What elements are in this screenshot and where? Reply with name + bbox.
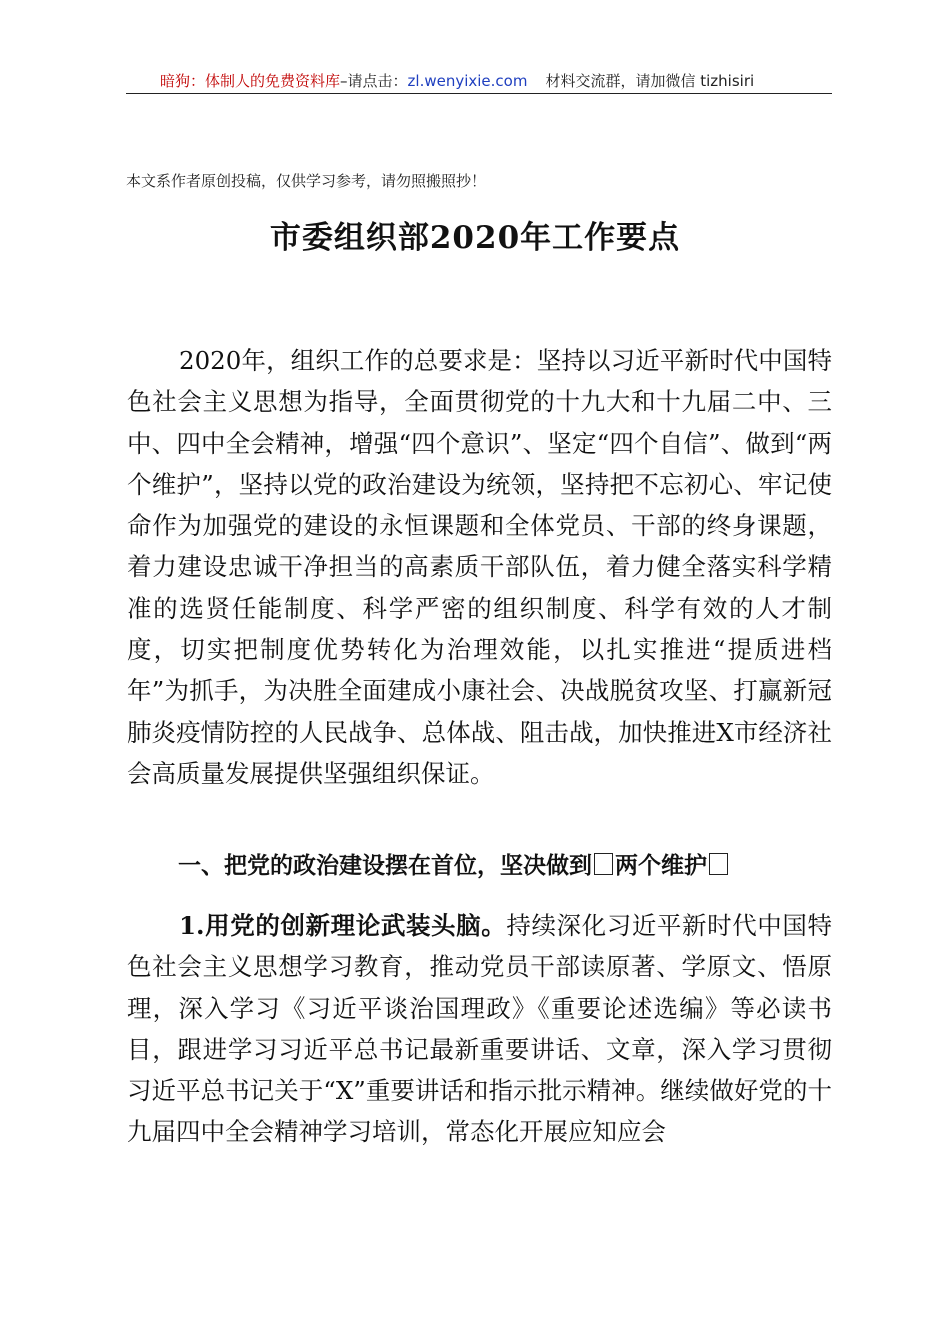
header-contact: 材料交流群，请加微信 tizhisiri bbox=[545, 72, 755, 90]
header-brand: 暗狗：体制人的免费资料库 bbox=[160, 72, 341, 90]
header-prompt: –请点击： bbox=[340, 72, 408, 90]
item-1-paragraph bbox=[127, 905, 832, 1153]
intro-paragraph: 2020年，组织工作的总要求是：坚持以习近平新时代中国特色社会主义思想为指导，全面贯彻党的十九大和十九届二中、三中、四中全会精神，增强“四个意识”、坚定“四个自信”、做到“两个维护”，坚持以党的政治建设为统领，坚持把不忘初心、牢记使命作为加强党的建设的永恒课题和全体党员、干部的终身课题，着力建设忠诚干净担当的高素质干部队伍，着力健全落实科学精准的选贤任能制度、科学严密的组织制度、科学有效的人才制度，切实把制度优势转化为治理效能，以扎实推进“提质进档年”为抓手，为决胜全面建成小康社会、决战脱贫攻坚、打赢新冠肺炎疫情防控的人民战争、总体战、阻击战，加快推进X市经济社会高质量发展提供坚强组织保证。 bbox=[127, 346, 832, 788]
item-1-body: 持续深化习近平新时代中国特色社会主义思想学习教育，推动党员干部读原著、学原文、悟原理，深入学习《习近平谈治国理政》《重要论述选编》等必读书目，跟进学习习近平总书记最新重要讲话、文章，深入学习贯彻习近平总书记关于“X”重要讲话和指示批示精神。继续做好党的十九届四中全会精神学习培训，常态化开展应知应会 bbox=[127, 911, 833, 1147]
header-link[interactable]: zl.wenyixie.com bbox=[407, 72, 528, 90]
page-header bbox=[160, 70, 860, 91]
item-1-lead: 1.用党的创新理论武装头脑。 bbox=[179, 911, 507, 940]
section-heading-1 bbox=[178, 847, 730, 880]
section-heading-text: 一、把党的政治建设摆在首位，坚决做到 bbox=[178, 853, 592, 879]
header-divider bbox=[126, 93, 832, 94]
missing-glyph-box-icon bbox=[594, 853, 613, 875]
copyright-notice: 本文系作者原创投稿，仅供学习参考，请勿照搬照抄！ bbox=[126, 172, 487, 190]
document-title: 市委组织部2020年工作要点 bbox=[269, 220, 681, 256]
section-heading-quote-text: 两个维护 bbox=[615, 853, 707, 879]
missing-glyph-box-icon bbox=[709, 853, 728, 875]
